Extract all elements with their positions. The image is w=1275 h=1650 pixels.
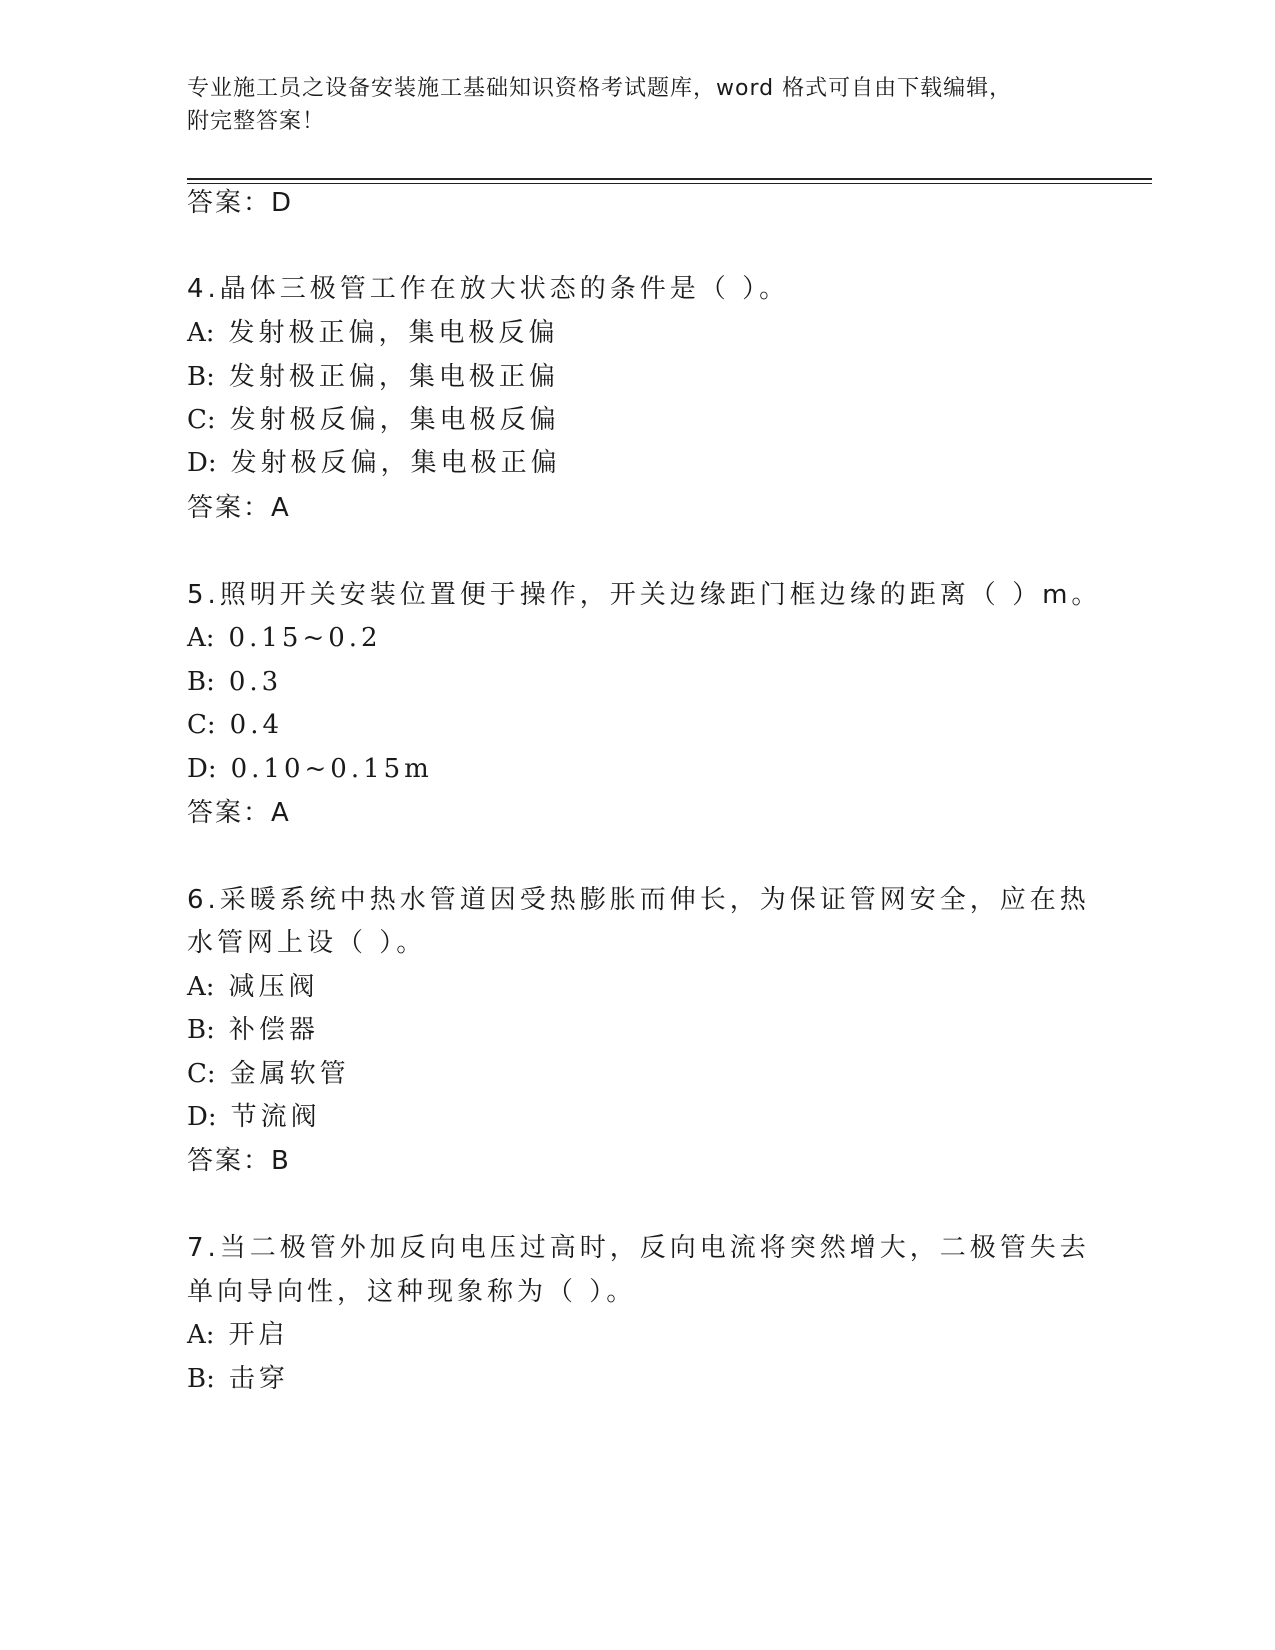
option-text: 0.3 (228, 667, 283, 697)
answer-prev: 答案：D (187, 188, 294, 218)
question-4-stem: 4.晶体三极管工作在放大状态的条件是（ ）。 (187, 274, 790, 304)
question-7-option-b (187, 1362, 289, 1396)
option-key: D: (187, 754, 217, 784)
option-text: 发射极正偏，集电极正偏 (228, 362, 559, 392)
option-key: A: (187, 1320, 215, 1350)
option-text: 0.10~0.15m (230, 754, 433, 784)
option-text: 击穿 (228, 1364, 289, 1394)
option-text: 发射极正偏，集电极反偏 (228, 318, 559, 348)
question-5-stem: 5.照明开关安装位置便于操作，开关边缘距门框边缘的距离（ ）m。 (187, 580, 1102, 610)
header-rule-thick (187, 178, 1152, 180)
option-key: A: (187, 318, 215, 348)
question-5-answer: 答案：A (187, 798, 291, 828)
question-6-option-c (187, 1057, 350, 1091)
option-key: B: (187, 1364, 215, 1394)
question-7-stem-line-2: 单向导向性，这种现象称为（ ）。 (187, 1277, 637, 1307)
header-rule-thin (187, 183, 1152, 184)
option-text: 0.4 (229, 710, 284, 740)
option-key: D: (187, 448, 217, 478)
document-header (187, 72, 1067, 138)
option-key: B: (187, 362, 215, 392)
question-5-option-d (187, 752, 433, 786)
question-6-stem-line-1: 6.采暖系统中热水管道因受热膨胀而伸长，为保证管网安全，应在热 (187, 885, 1090, 915)
header-line-2: 附完整答案！ (187, 109, 326, 134)
option-text: 开启 (228, 1320, 289, 1350)
option-text: 0.15~0.2 (228, 623, 382, 653)
question-5-option-c (187, 708, 283, 742)
option-text: 发射极反偏，集电极反偏 (229, 405, 560, 435)
question-6-stem-line-2: 水管网上设（ ）。 (187, 928, 427, 958)
question-4-answer: 答案：A (187, 493, 291, 523)
question-6-option-d (187, 1100, 321, 1134)
option-key: A: (187, 623, 215, 653)
option-key: C: (187, 1059, 216, 1089)
question-5-option-a (187, 621, 382, 655)
question-5-option-b (187, 665, 282, 699)
option-key: C: (187, 405, 216, 435)
question-4-option-a (187, 316, 559, 350)
header-line-1: 专业施工员之设备安装施工基础知识资格考试题库，word 格式可自由下载编辑， (187, 76, 1013, 101)
question-4-option-d (187, 446, 561, 480)
option-key: B: (187, 667, 215, 697)
question-7-option-a (187, 1318, 289, 1352)
option-text: 节流阀 (230, 1102, 321, 1132)
question-4-option-b (187, 360, 559, 394)
option-text: 减压阀 (228, 972, 319, 1002)
option-text: 金属软管 (229, 1059, 350, 1089)
option-text: 发射极反偏，集电极正偏 (230, 448, 561, 478)
question-6-option-b (187, 1013, 319, 1047)
option-key: C: (187, 710, 216, 740)
question-6-option-a (187, 970, 319, 1004)
question-7-stem-line-1: 7.当二极管外加反向电压过高时，反向电流将突然增大，二极管失去 (187, 1233, 1090, 1263)
question-4-option-c (187, 403, 560, 437)
option-text: 补偿器 (228, 1015, 319, 1045)
option-key: B: (187, 1015, 215, 1045)
option-key: A: (187, 972, 215, 1002)
option-key: D: (187, 1102, 217, 1132)
question-6-answer: 答案：B (187, 1146, 291, 1176)
